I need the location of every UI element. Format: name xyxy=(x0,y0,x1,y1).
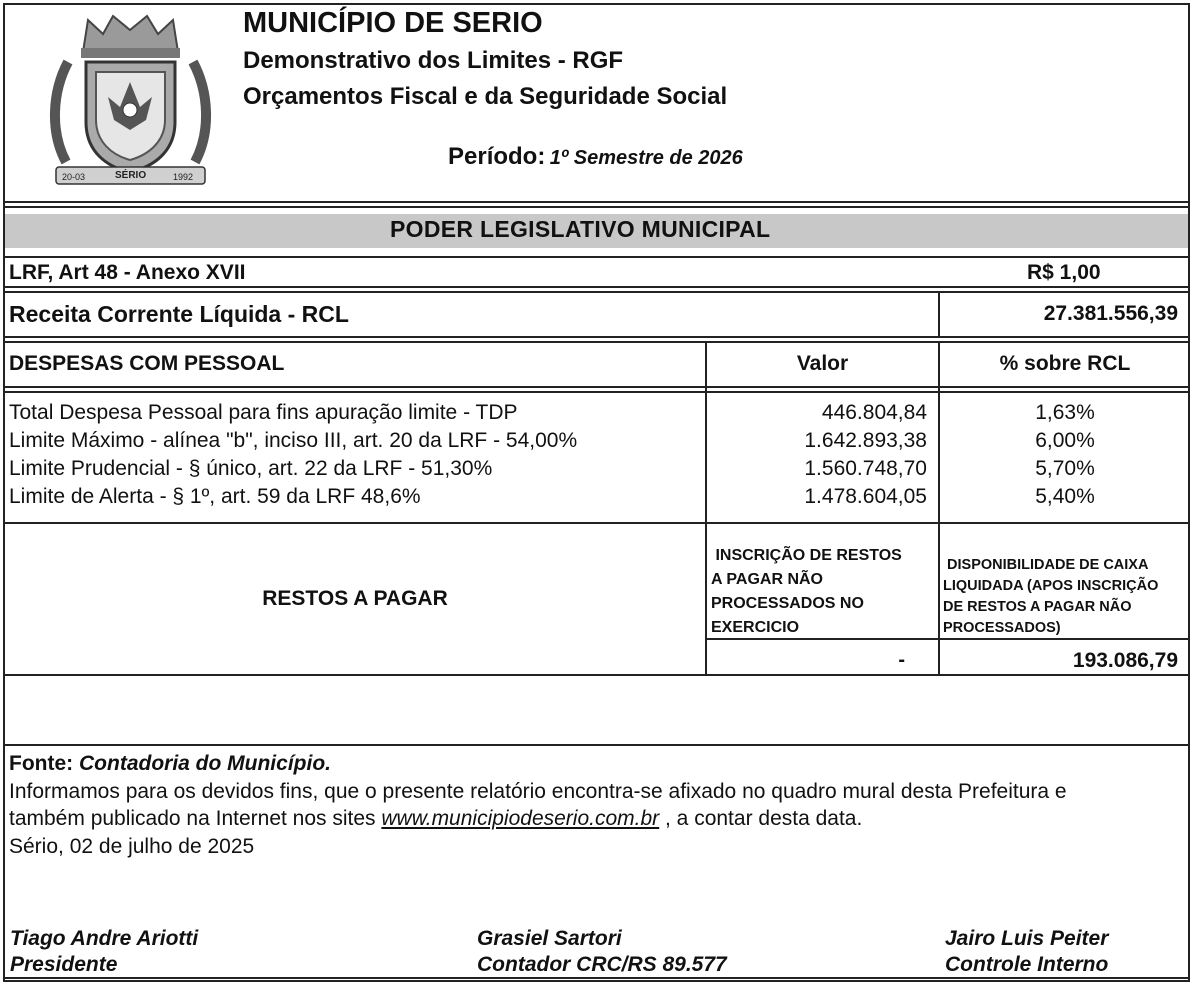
rcl-label: Receita Corrente Líquida - RCL xyxy=(9,301,349,327)
restos-value-2: 193.086,79 xyxy=(1072,649,1178,672)
row-value-prudential: 1.560.748,70 xyxy=(804,457,927,480)
restos-col2-header xyxy=(943,555,1158,639)
rule xyxy=(1188,522,1190,676)
restos-col1-line: INSCRIÇÃO DE RESTOS xyxy=(711,547,902,564)
restos-col1-line: PROCESSADOS NO xyxy=(711,595,864,612)
crest-name: SÉRIO xyxy=(115,170,147,181)
rule xyxy=(3,391,1190,393)
row-pct-max: 6,00% xyxy=(1035,429,1095,452)
legal-reference: LRF, Art 48 - Anexo XVII xyxy=(9,261,246,284)
info-line-2 xyxy=(9,807,862,831)
row-value-tdp: 446.804,84 xyxy=(821,401,927,424)
row-value-max: 1.642.893,38 xyxy=(804,429,927,452)
period-value: 1º Semestre de 2026 xyxy=(549,147,743,169)
rule xyxy=(3,256,1190,258)
restos-col1-header xyxy=(711,544,902,640)
municipal-crest xyxy=(48,12,213,192)
rule xyxy=(3,386,1190,388)
page-title: MUNICÍPIO DE SERIO xyxy=(243,7,543,39)
col-value-header: Valor xyxy=(796,352,849,375)
row-value-alert: 1.478.604,05 xyxy=(804,485,927,508)
subtitle-limits: Demonstrativo dos Limites - RGF xyxy=(243,47,624,74)
info-line-1: Informamos para os devidos fins, que o presente relatório encontra-se afixado no quadro mural desta Prefeitura e xyxy=(9,780,1067,803)
rule xyxy=(3,336,1190,338)
rule xyxy=(3,744,1190,746)
row-label-prudential: Limite Prudencial - § único, art. 22 da LRF - 51,30% xyxy=(9,457,493,480)
info-line-2-pre: também publicado na Internet nos sites xyxy=(9,807,376,830)
row-label-max: Limite Máximo - alínea "b", inciso III, art. 20 da LRF - 54,00% xyxy=(9,429,578,452)
signature-role: Presidente xyxy=(10,953,118,976)
signature-president xyxy=(10,926,198,978)
place-date: Sério, 02 de julho de 2025 xyxy=(9,835,255,858)
website-link[interactable]: www.municipiodeserio.com.br xyxy=(381,807,660,830)
rule xyxy=(938,291,940,338)
row-pct-tdp: 1,63% xyxy=(1035,401,1095,424)
restos-col1-line: EXERCICIO xyxy=(711,619,800,636)
signature-role: Contador CRC/RS 89.577 xyxy=(477,953,727,976)
signature-role: Controle Interno xyxy=(945,953,1109,976)
source-line xyxy=(9,752,331,776)
rule xyxy=(3,291,1190,293)
rule xyxy=(3,341,1190,343)
row-label-alert: Limite de Alerta - § 1º, art. 59 da LRF 48,6% xyxy=(9,485,421,508)
crest-year-right: 1992 xyxy=(173,172,194,182)
source-value: Contadoria do Município. xyxy=(79,752,331,775)
period xyxy=(448,143,743,171)
restos-label: RESTOS A PAGAR xyxy=(262,587,448,610)
col-pct-header: % sobre RCL xyxy=(999,352,1131,375)
currency-unit: R$ 1,00 xyxy=(1027,261,1101,284)
subtitle-budgets: Orçamentos Fiscal e da Seguridade Social xyxy=(243,83,728,110)
rule xyxy=(3,674,1190,676)
rule xyxy=(3,522,1190,524)
restos-col1-line: A PAGAR NÃO xyxy=(711,571,823,588)
row-label-tdp: Total Despesa Pessoal para fins apuração limite - TDP xyxy=(9,401,518,424)
personnel-header: DESPESAS COM PESSOAL xyxy=(9,352,285,375)
crest-year-left: 20-03 xyxy=(62,172,86,182)
restos-col2-line: LIQUIDADA (APOS INSCRIÇÃO xyxy=(943,578,1159,594)
signature-name: Grasiel Sartori xyxy=(477,927,622,950)
restos-col2-line: DISPONIBILIDADE DE CAIXA xyxy=(943,557,1149,573)
signature-name: Tiago Andre Ariotti xyxy=(10,927,199,950)
period-label: Período: xyxy=(448,143,546,170)
rule xyxy=(3,286,1190,288)
rcl-value: 27.381.556,39 xyxy=(1043,302,1178,325)
source-label: Fonte: xyxy=(9,752,74,775)
signature-internal-control xyxy=(945,926,1108,978)
row-pct-prudential: 5,70% xyxy=(1035,457,1095,480)
info-line-2-post: , a contar desta data. xyxy=(665,807,863,830)
restos-col2-line: DE RESTOS A PAGAR NÃO xyxy=(943,599,1132,615)
signature-accountant xyxy=(477,926,727,978)
signature-name: Jairo Luis Peiter xyxy=(945,927,1109,950)
restos-value-1: - xyxy=(898,649,905,671)
row-pct-alert: 5,40% xyxy=(1035,485,1095,508)
restos-col2-line: PROCESSADOS) xyxy=(943,620,1061,636)
section-title: PODER LEGISLATIVO MUNICIPAL xyxy=(390,216,771,242)
rule xyxy=(3,206,1190,208)
rule xyxy=(3,201,1190,203)
